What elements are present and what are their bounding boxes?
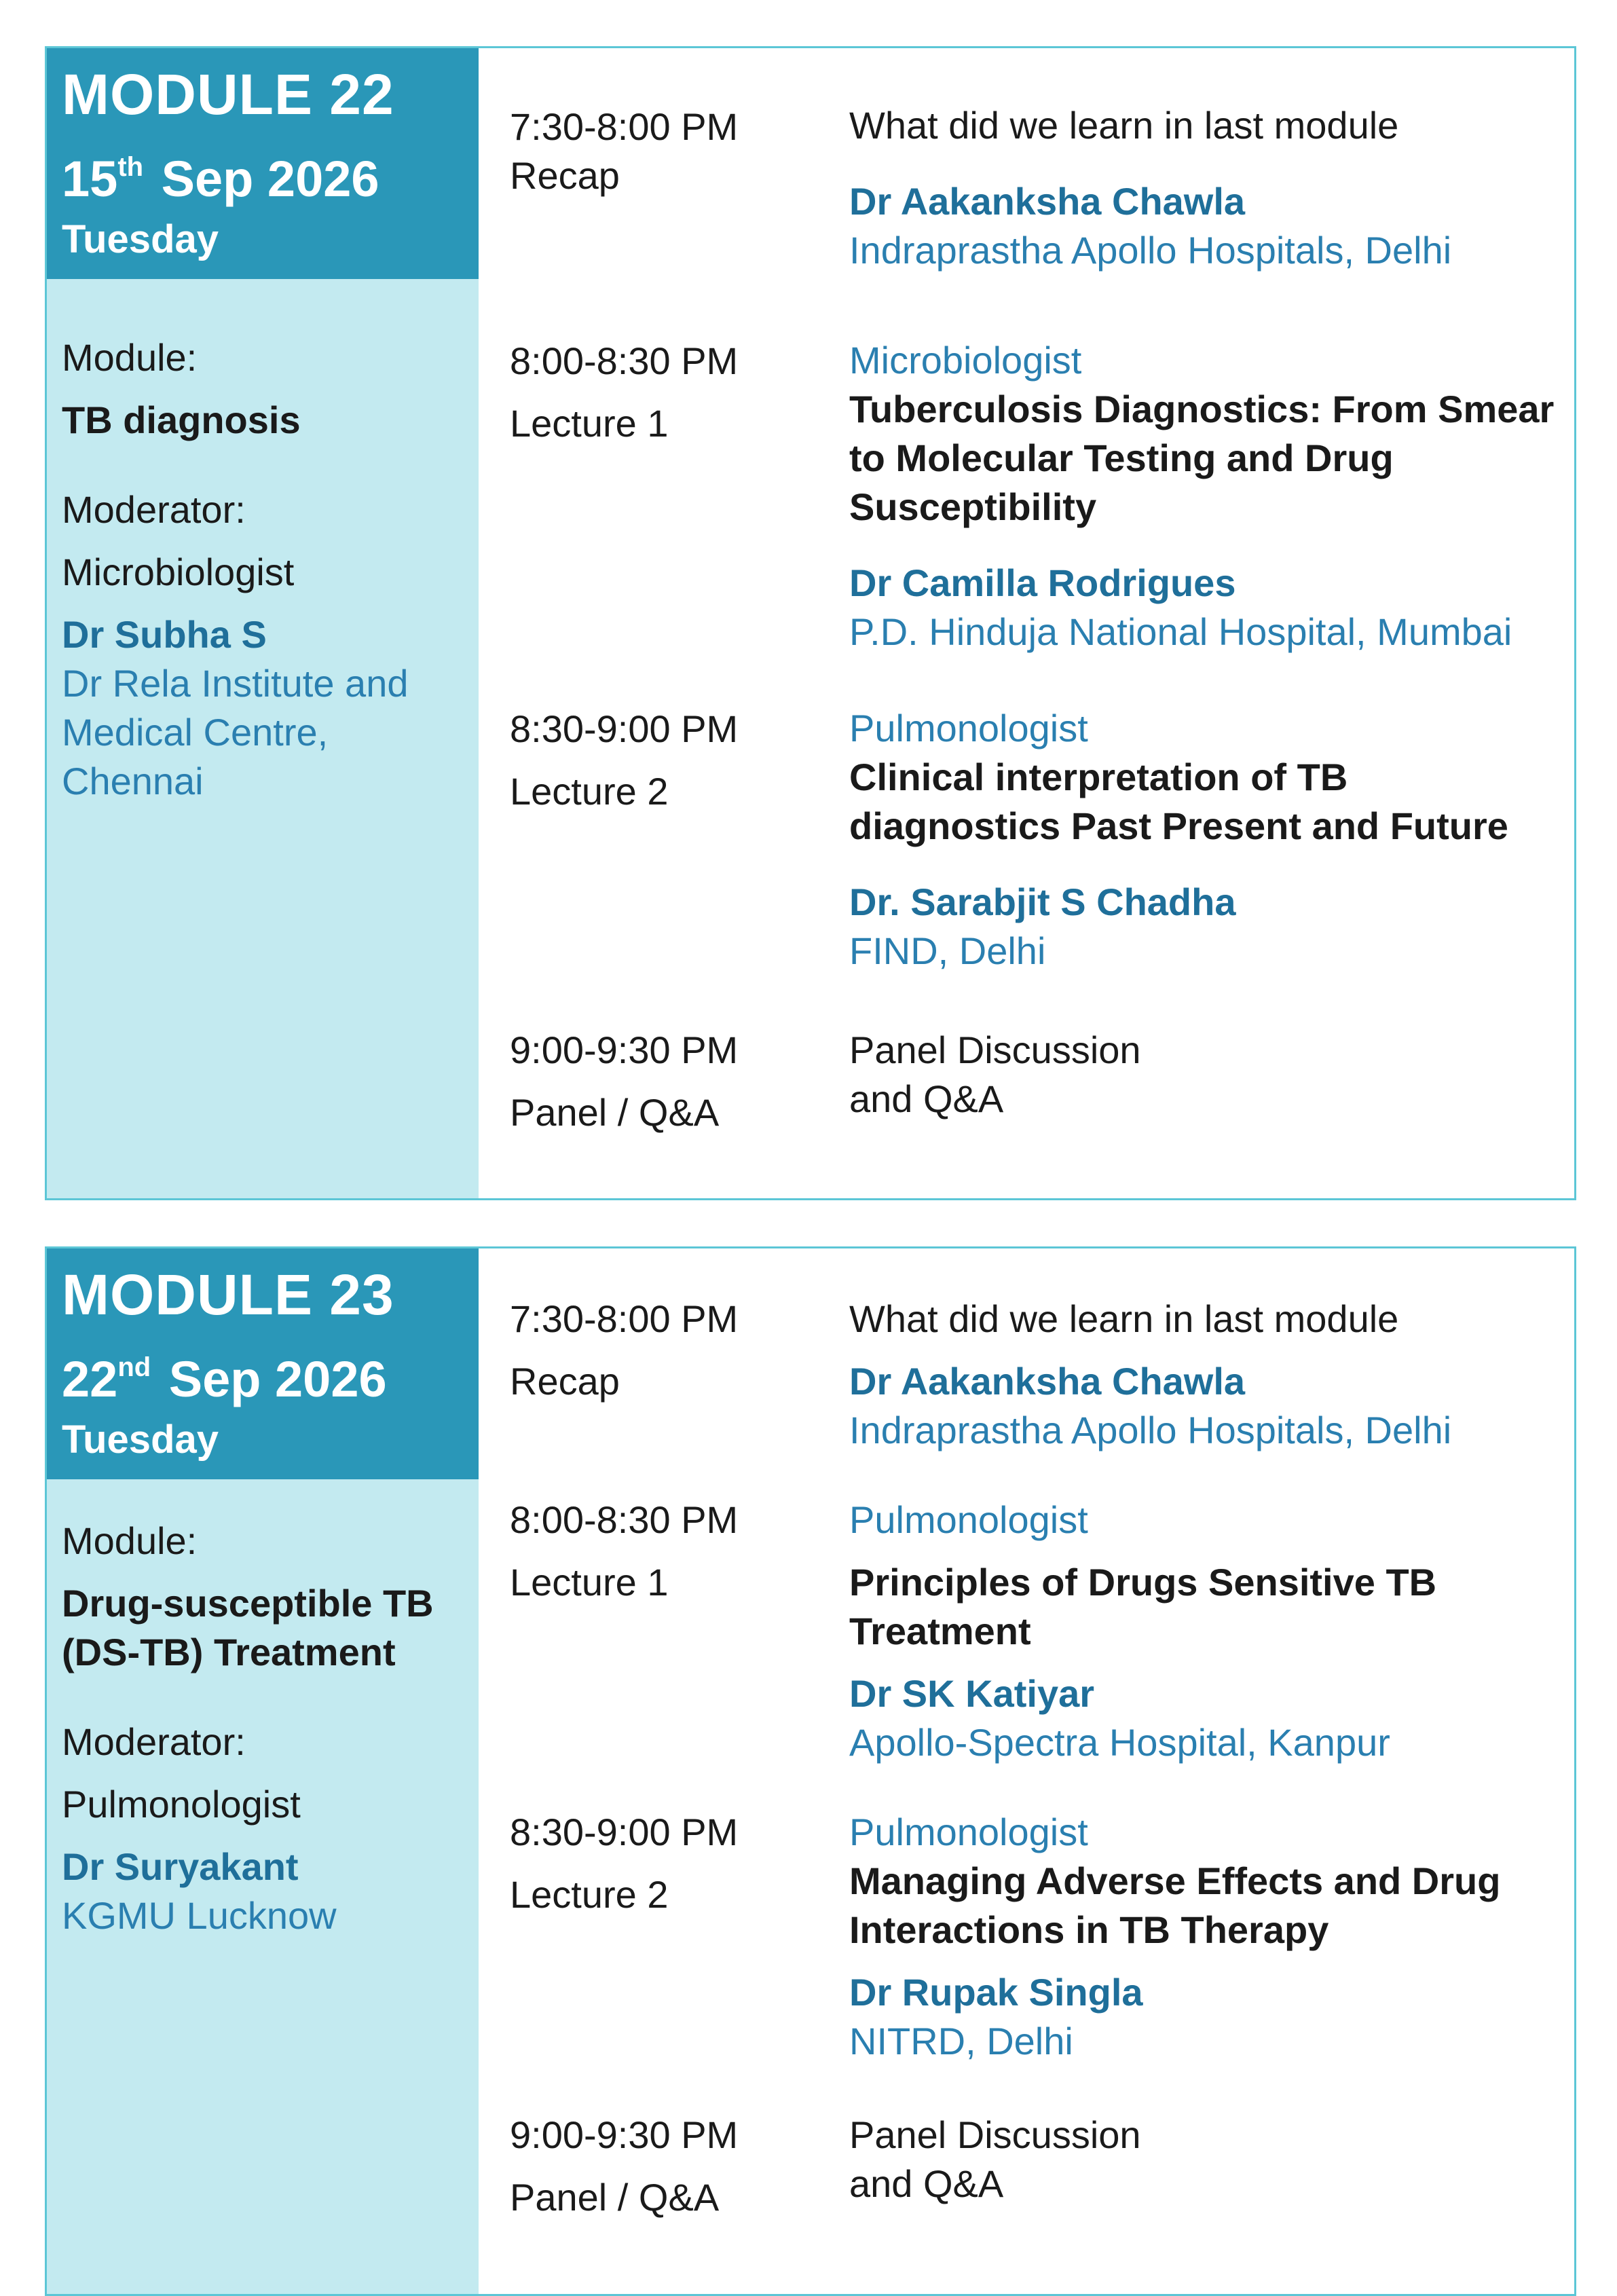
session-content [849,1295,1569,1455]
module-label: Module: [62,1519,198,1562]
session-time: 7:30-8:00 PM Recap [510,105,739,197]
session-specialty: Microbiologist [849,339,1082,382]
speaker-institution: NITRD, Delhi [849,2020,1073,2062]
speaker-institution: Indraprastha Apollo Hospitals, Delhi [849,229,1452,272]
session-title: What did we learn in last module [849,104,1399,147]
session-content [849,101,1569,275]
speaker-name: Dr SK Katiyar [849,1672,1095,1715]
module-date: 15th Sep 2026 [62,151,379,207]
speaker-name: Dr Aakanksha Chawla [849,1360,1246,1403]
session-title: What did we learn in last module [849,1297,1399,1340]
module-sidebar [47,1248,479,2294]
moderator-name: Dr Suryakant [62,1845,299,1888]
session-time: 9:00-9:30 PM Panel / Q&A [510,2113,739,2219]
speaker-institution: FIND, Delhi [849,929,1046,972]
module-header [47,48,479,279]
session-title: Panel Discussion and Q&A [849,2113,1141,2205]
module-info [62,333,469,806]
speaker-name: Dr Rupak Singla [849,1971,1143,2014]
moderator-institution: KGMU Lucknow [62,1894,337,1937]
speaker-name: Dr. Sarabjit S Chadha [849,881,1236,923]
session-content [849,2111,1175,2208]
session-title: Principles of Drugs Sensitive TB Treatment [849,1561,1437,1652]
moderator-specialty: Pulmonologist [62,1783,301,1826]
session-content [849,1026,1175,1124]
speaker-name: Dr Camilla Rodrigues [849,561,1236,604]
module-weekday: Tuesday [62,1418,219,1462]
module-weekday: Tuesday [62,217,219,261]
session-time: 8:00-8:30 PM Lecture 1 [510,339,739,445]
module-topic: TB diagnosis [62,399,301,441]
session-content [849,704,1569,976]
module-date: 22nd Sep 2026 [62,1351,387,1407]
module-23-card [45,1246,1576,2296]
session-title: Panel Discussion and Q&A [849,1029,1141,1120]
speaker-institution: Apollo-Spectra Hospital, Kanpur [849,1721,1390,1764]
module-number: MODULE 22 [62,62,394,126]
moderator-specialty: Microbiologist [62,551,295,593]
session-title: Tuberculosis Diagnostics: From Smear to Molecular Testing and Drug Susceptibility [849,388,1555,528]
moderator-label: Moderator: [62,488,246,531]
session-title: Clinical interpretation of TB diagnostics Past Present and Future [849,756,1508,847]
session-content [849,336,1569,656]
session-time: 8:30-9:00 PM Lecture 2 [510,1811,739,1916]
session-time: 7:30-8:00 PM Recap [510,1297,739,1403]
speaker-institution: Indraprastha Apollo Hospitals, Delhi [849,1409,1452,1451]
module-topic: Drug-susceptible TB (DS-TB) Treatment [62,1582,434,1673]
module-header [47,1248,479,1479]
speaker-institution: P.D. Hinduja National Hospital, Mumbai [849,610,1512,653]
moderator-label: Moderator: [62,1720,246,1763]
session-time: 8:00-8:30 PM Lecture 1 [510,1498,739,1604]
module-label: Module: [62,336,198,379]
session-time: 8:30-9:00 PM Lecture 2 [510,707,739,813]
session-specialty: Pulmonologist [849,1498,1088,1541]
moderator-name: Dr Subha S [62,613,267,656]
module-info [62,1517,469,1940]
session-specialty: Pulmonologist [849,1811,1088,1853]
module-sidebar [47,48,479,1198]
session-content [849,1496,1569,1767]
moderator-institution: Dr Rela Institute and Medical Centre, Chennai [62,662,409,802]
session-title: Managing Adverse Effects and Drug Interactions in TB Therapy [849,1859,1501,1951]
session-specialty: Pulmonologist [849,707,1088,749]
module-number: MODULE 23 [62,1263,394,1327]
speaker-name: Dr Aakanksha Chawla [849,180,1246,223]
session-time: 9:00-9:30 PM Panel / Q&A [510,1029,739,1134]
module-22-card [45,46,1576,1200]
session-content [849,1808,1569,2066]
